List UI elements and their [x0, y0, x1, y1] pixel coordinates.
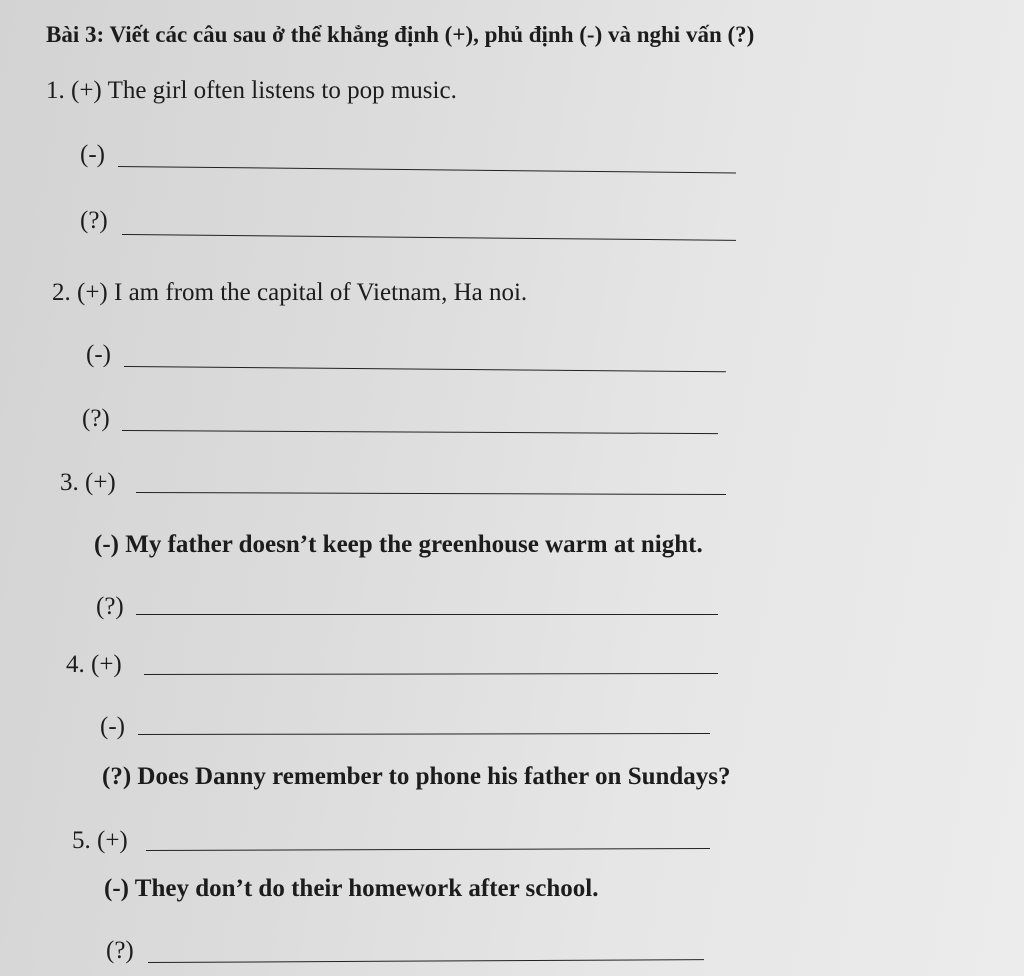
q1-question-prefix: (?) — [80, 207, 108, 234]
q3-negative-text: My father doesn’t keep the greenhouse warm at night. — [125, 531, 703, 558]
q5-positive-answer-line[interactable] — [146, 848, 710, 851]
q4-positive-answer-line[interactable] — [144, 673, 718, 675]
q2-negative-prefix: (-) — [86, 341, 111, 368]
q2-question-answer-line[interactable] — [122, 430, 718, 434]
q1-positive-text: The girl often listens to pop music. — [107, 77, 457, 104]
q3-positive-answer-line[interactable] — [136, 492, 726, 495]
q1-positive-prefix: 1. (+) — [46, 77, 102, 104]
q4-question — [102, 762, 731, 792]
q4-positive-prefix: 4. (+) — [66, 651, 122, 678]
q1-negative-prefix: (-) — [80, 141, 105, 168]
q3-question-prefix: (?) — [96, 593, 124, 620]
q5-negative-prefix: (-) — [104, 875, 129, 902]
q3-question-answer-line[interactable] — [136, 614, 718, 615]
q4-question-text: Does Danny remember to phone his father on Sundays? — [137, 763, 731, 790]
q3-negative — [94, 530, 703, 560]
q4-negative-answer-line[interactable] — [138, 733, 710, 735]
q4-question-prefix: (?) — [102, 763, 132, 790]
exercise-title: Bài 3: Viết các câu sau ở thể khẳng định (+), phủ định (-) và nghi vấn (?) — [46, 22, 755, 47]
q1-positive — [46, 76, 457, 106]
q3-negative-prefix: (-) — [94, 531, 119, 558]
q5-question-prefix: (?) — [106, 937, 134, 964]
q1-question-answer-line[interactable] — [122, 234, 736, 241]
q2-positive-prefix: 2. (+) — [52, 279, 108, 306]
q5-question-answer-line[interactable] — [148, 959, 704, 963]
q2-negative-answer-line[interactable] — [124, 366, 726, 372]
q2-question-prefix: (?) — [82, 405, 110, 432]
q5-negative — [104, 874, 598, 904]
q2-positive — [52, 278, 527, 308]
q5-negative-text: They don’t do their homework after school. — [134, 875, 599, 902]
q1-negative-answer-line[interactable] — [118, 166, 736, 173]
q3-positive-prefix: 3. (+) — [60, 469, 116, 496]
q4-negative-prefix: (-) — [100, 713, 125, 740]
q5-positive-prefix: 5. (+) — [72, 827, 128, 854]
q2-positive-text: I am from the capital of Vietnam, Ha noi. — [114, 279, 528, 306]
